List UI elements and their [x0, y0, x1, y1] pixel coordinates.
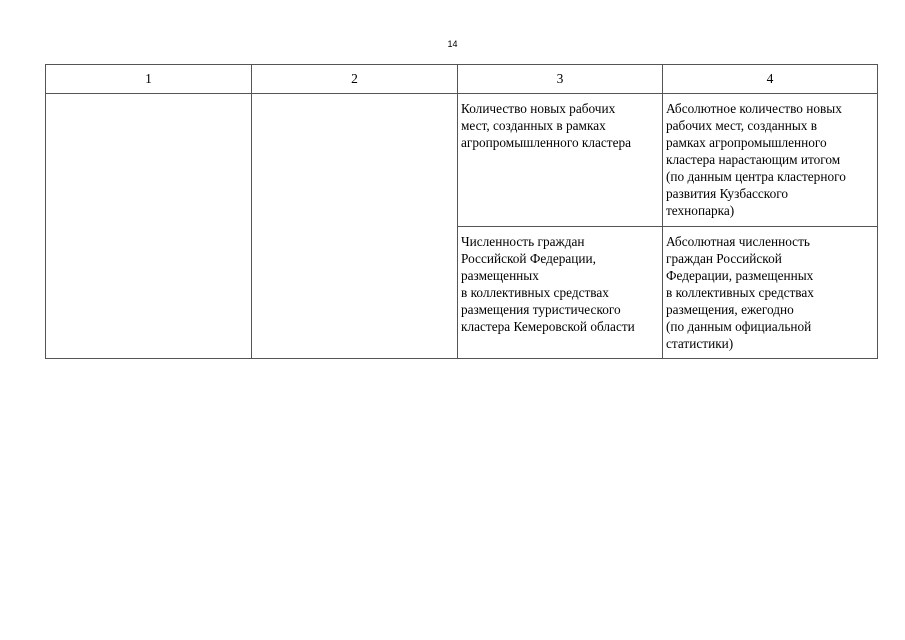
table-cell-col2	[252, 94, 458, 359]
method-cell: Абсолютное количество новых рабочих мест, созданных в рамках агропромышленного кластера нарастающим итогом (по данным центра кластерного развития Кузбасского технопарка)	[663, 94, 878, 227]
column-header-3: 3	[458, 65, 663, 94]
column-header-2: 2	[252, 65, 458, 94]
indicators-table	[45, 64, 878, 359]
indicator-cell: Количество новых рабочих мест, созданных в рамках агропромышленного кластера	[458, 94, 663, 227]
column-header-4: 4	[663, 65, 878, 94]
page-number: 14	[447, 39, 458, 49]
table-row	[46, 94, 878, 227]
table-cell-col1	[46, 94, 252, 359]
indicator-cell: Численность граждан Российской Федерации, размещенных в коллективных средствах размещения туристического кластера Кемеровской области	[458, 227, 663, 359]
column-header-1: 1	[46, 65, 252, 94]
method-cell: Абсолютная численность граждан Российской Федерации, размещенных в коллективных средствах размещения, ежегодно (по данным официальной статистики)	[663, 227, 878, 359]
table-header-row	[46, 65, 878, 94]
